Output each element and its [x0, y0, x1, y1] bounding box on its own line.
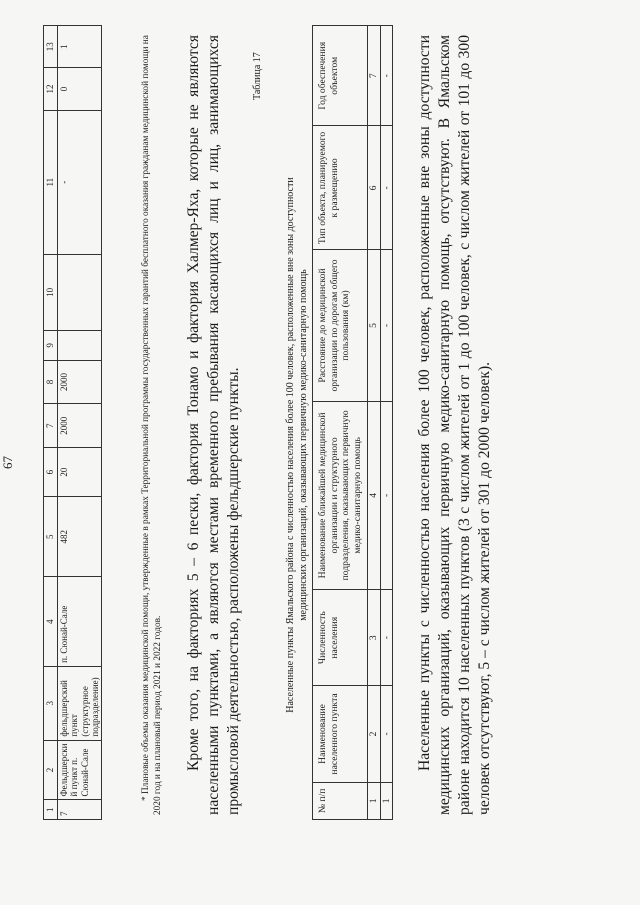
table-cell: 2000	[58, 360, 102, 404]
table-caption: Населенные пункты Ямальского района с численностью населения более 100 человек, расположенные вне зоны доступности медицинских организаций, оказывающих первичную медико-санитарную помощь	[285, 177, 309, 713]
column-number: 7	[44, 404, 58, 448]
table-cell: фельдшерский пункт (структурное подразделение)	[58, 666, 102, 740]
footnote: * Плановые объемы оказания медицинской помощи, утвержденные в рамках Территориальной программы государственных гарантий бесплатного оказания гражданам медицинской помощи на 2020 год и на плановый период 2021 и 2022 годов.	[141, 35, 164, 815]
table-cell: -	[58, 110, 102, 254]
table-cell: -	[380, 26, 393, 126]
table-cell: п. Сюнай-Сале	[58, 577, 102, 667]
table-cell: 1	[380, 782, 393, 819]
table-cell: 20	[58, 448, 102, 497]
column-number: 5	[44, 497, 58, 577]
column-number: 10	[44, 254, 58, 330]
page-number: 67	[0, 456, 15, 469]
table-column-numbers	[368, 26, 381, 820]
column-number: 8	[44, 360, 58, 404]
table-cell	[58, 330, 102, 360]
table-cell	[58, 254, 102, 330]
column-number: 1	[44, 800, 58, 820]
settlements-table	[312, 25, 393, 820]
table-cell: Фельдшерски й пункт п. Сюнай-Сале	[58, 740, 102, 800]
column-number: 4	[368, 401, 381, 590]
column-header: Год обеспечения объектом	[313, 26, 368, 126]
column-number: 13	[44, 26, 58, 68]
table-cell: -	[380, 250, 393, 401]
column-number: 9	[44, 330, 58, 360]
column-header: Расстояние до медицинской организации по дорогам общего пользования (км)	[313, 250, 368, 401]
table-cell: -	[380, 686, 393, 783]
column-header: Наименование населенного пункта	[313, 686, 368, 783]
table-cell: -	[380, 126, 393, 250]
column-number: 1	[368, 782, 381, 819]
column-number: 7	[368, 26, 381, 126]
column-number: 2	[44, 740, 58, 800]
column-header: Численность населения	[313, 590, 368, 686]
continued-facility-table	[43, 25, 102, 820]
table-cell: 7	[58, 800, 102, 820]
table-cell: 0	[58, 68, 102, 110]
column-number: 3	[368, 590, 381, 686]
column-number: 6	[368, 126, 381, 250]
table-cell: -	[380, 401, 393, 590]
table-cell: 1	[58, 26, 102, 68]
column-number: 6	[44, 448, 58, 497]
table-row	[380, 26, 393, 820]
table-row	[58, 26, 102, 820]
table-cell: 2000	[58, 404, 102, 448]
column-header: Наименование ближайшей медицинской организации и структурного подразделения, оказывающих первичную медико-санитарную помощь	[313, 401, 368, 590]
column-header: № п/п	[313, 782, 368, 819]
column-number: 12	[44, 68, 58, 110]
table-cell: 482	[58, 497, 102, 577]
column-number: 5	[368, 250, 381, 401]
column-number: 3	[44, 666, 58, 740]
table-label: Таблица 17	[252, 52, 263, 100]
body-paragraph: Населенные пункты с численностью населения более 100 человек, расположенные вне зоны доступности медицинских организаций, оказывающих первичную медико-санитарную помощь, отсутствуют. В Ямальском районе находится 10 населенных пунктов (3 с числом жителей от 1 до 100 человек, с числом жителей от 101 до 300 человек отсутствуют, 5 – с числом жителей от 301 до 2000 человек).	[416, 35, 493, 815]
column-header: Тип объекта, планируемого к размещению	[313, 126, 368, 250]
column-number: 2	[368, 686, 381, 783]
column-number: 11	[44, 110, 58, 254]
table-cell: -	[380, 590, 393, 686]
body-paragraph: Кроме того, на факториях 5 – 6 пески, фактория Тонамо и фактория Халмер-Яха, которые не являются населенными пунктами, а являются местами временного пребывания касающихся лиц и лиц, занимающихся промысловой деятельностью, расположены фельдшерские пункты.	[185, 35, 242, 815]
table-column-numbers	[44, 26, 58, 820]
table-header-row	[313, 26, 368, 820]
column-number: 4	[44, 577, 58, 667]
